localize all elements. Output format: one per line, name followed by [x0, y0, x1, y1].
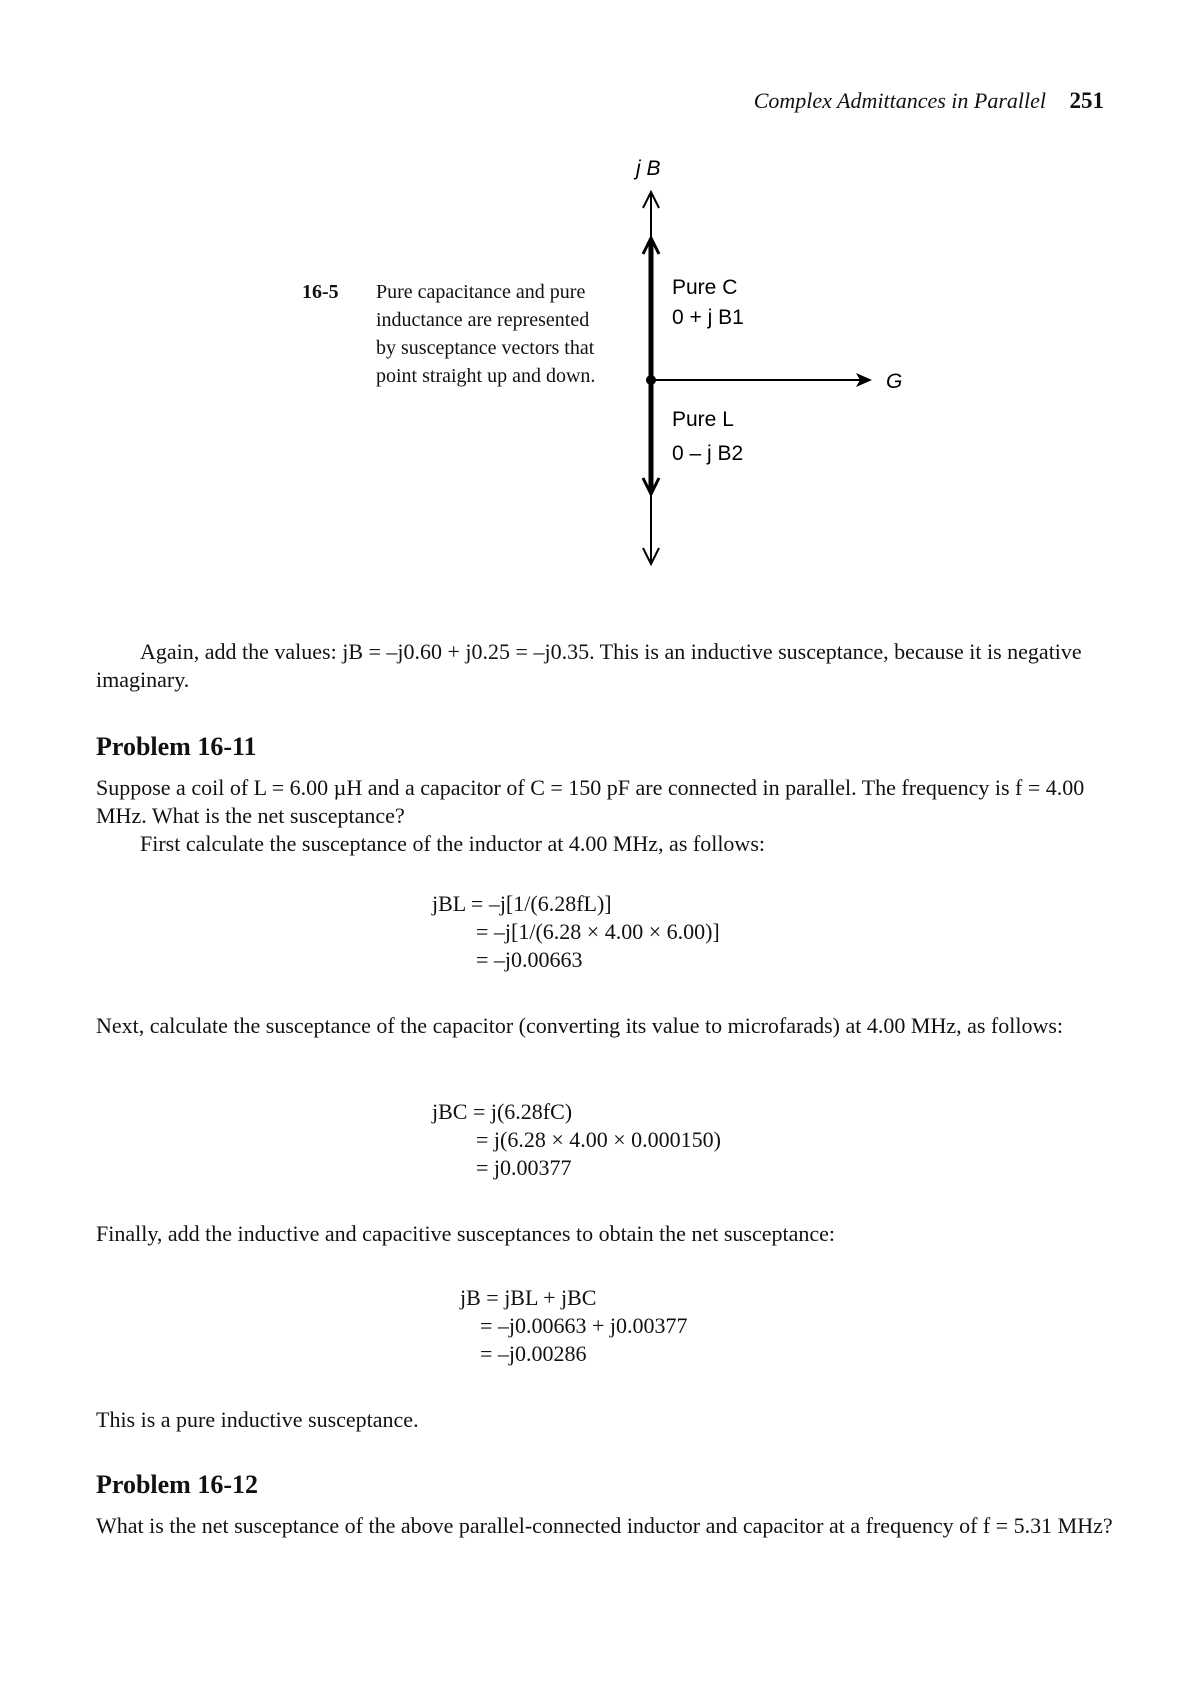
equation-inductor-susceptance: [432, 890, 720, 974]
equation-line: jBC = j(6.28fC): [432, 1099, 573, 1124]
jb-axis-label-text: j B: [636, 157, 661, 180]
paragraph-problem-12-statement: What is the net susceptance of the above parallel-connected inductor and capacitor at a frequency of f = 5.31 MHz?: [96, 1513, 1113, 1538]
pure-c-label: Pure C: [672, 276, 738, 299]
pure-c-value-label: 0 + j B1: [672, 306, 744, 329]
paragraph-problem-11-statement: Suppose a coil of L = 6.00 µH and a capacitor of C = 150 pF are connected in parallel. The frequency is f = 4.00 MHz. What is the net susceptance?: [96, 775, 1085, 828]
equation-line: = –j[1/(6.28 × 4.00 × 6.00)]: [476, 919, 720, 944]
equation-capacitor-susceptance: [432, 1098, 721, 1182]
figure-caption-text: Pure capacitance and pure inductance are represented by susceptance vectors that point straight up and down.: [376, 281, 596, 387]
g-axis-label: G: [886, 370, 903, 393]
jb-axis-label: [633, 157, 661, 180]
equation-line: = j0.00377: [476, 1155, 572, 1180]
equation-line: jB = jBL + jBC: [460, 1285, 597, 1310]
page-number: 251: [1069, 88, 1104, 113]
running-header-title: Complex Admittances in Parallel: [753, 88, 1046, 113]
pure-l-value-label: 0 – j B2: [672, 442, 744, 465]
equation-line: = j(6.28 × 4.00 × 0.000150): [476, 1127, 721, 1152]
paragraph-finally-add: Finally, add the inductive and capacitive susceptances to obtain the net susceptance:: [96, 1221, 835, 1246]
heading-problem-16-11: Problem 16-11: [96, 732, 257, 761]
paragraph-next-calculate: Next, calculate the susceptance of the capacitor (converting its value to microfarads) at 4.00 MHz, as follows:: [96, 1013, 1064, 1038]
paragraph-pure-inductive: This is a pure inductive susceptance.: [96, 1407, 419, 1432]
paragraph-again-add: Again, add the values: jB = –j0.60 + j0.25 = –j0.35. This is an inductive susceptance, because it is negative imaginary.: [96, 639, 1082, 692]
pure-l-label: Pure L: [672, 408, 734, 431]
origin-point: [646, 375, 656, 385]
paragraph-first-calculate: First calculate the susceptance of the inductor at 4.00 MHz, as follows:: [140, 831, 765, 856]
equation-net-susceptance: [460, 1284, 688, 1368]
figure-number: 16-5: [302, 281, 339, 303]
equation-line: = –j0.00663: [476, 947, 583, 972]
running-header: [754, 88, 1104, 114]
equation-line: = –j0.00663 + j0.00377: [480, 1313, 688, 1338]
equation-line: jBL = –j[1/(6.28fL)]: [432, 891, 612, 916]
heading-problem-16-12: Problem 16-12: [96, 1470, 258, 1499]
equation-line: = –j0.00286: [480, 1341, 587, 1366]
